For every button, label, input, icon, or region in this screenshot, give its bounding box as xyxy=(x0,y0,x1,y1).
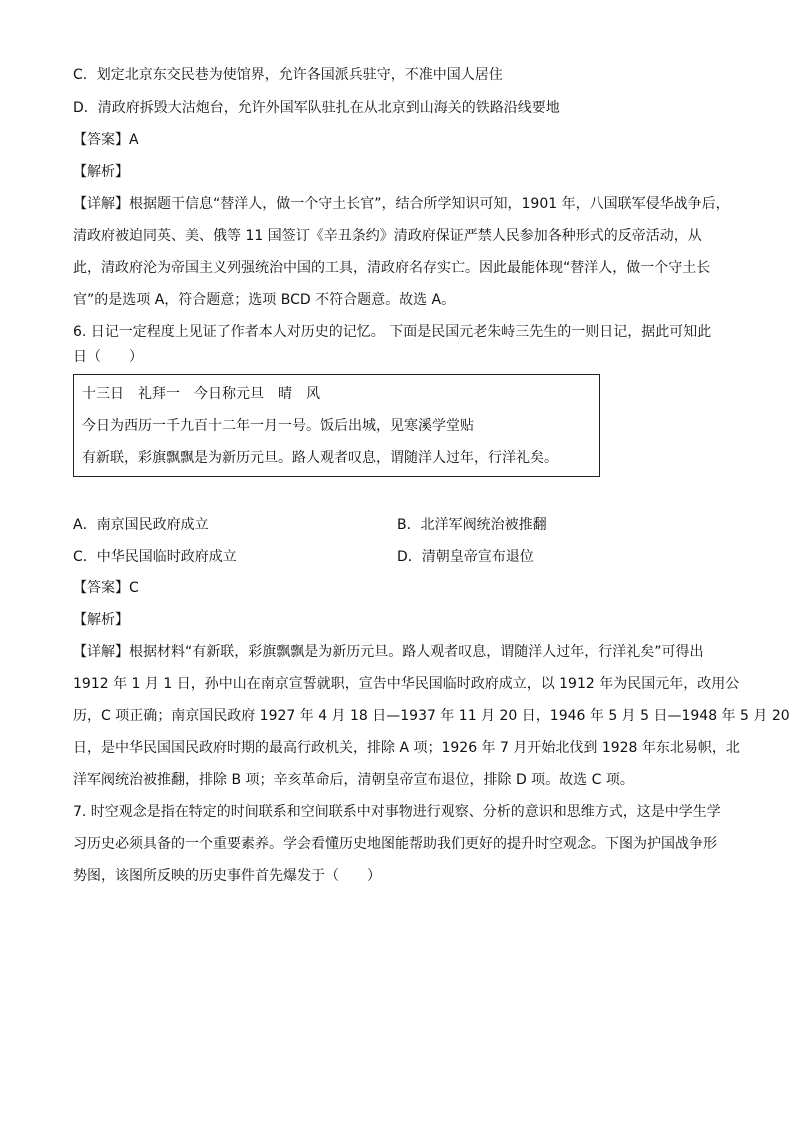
diary-line: 十三日 礼拜一 今日称元旦 晴 风 xyxy=(82,386,320,402)
q6-detail-line: 【详解】根据材料“有新联，彩旗飘飘是为新历元旦。路人观者叹息，谓随洋人过年，行洋礼矣”可得出 xyxy=(73,644,704,660)
diary-excerpt-box xyxy=(73,374,600,477)
q5-analysis-label: 【解析】 xyxy=(73,164,129,180)
q5-detail-line: 【详解】根据题干信息“替洋人，做一个守土长官”，结合所学知识可知，1901 年，八国联军侵华战争后， xyxy=(73,196,730,212)
q7-stem-line: 7. 时空观念是指在特定的时间联系和空间联系中对事物进行观察、分析的意识和思维方式，这是中学生学 xyxy=(73,804,721,820)
q5-option-d: D．清政府拆毁大沽炮台，允许外国军队驻扎在从北京到山海关的铁路沿线要地 xyxy=(73,100,560,116)
q7-stem-line: 势图，该图所反映的历史事件首先爆发于（ ） xyxy=(73,868,381,884)
q6-detail-line: 1912 年 1 月 1 日，孙中山在南京宣誓就职，宣告中华民国临时政府成立，以 1912 年为民国元年，改用公 xyxy=(73,676,740,692)
q6-detail-line: 日，是中华民国国民政府时期的最高行政机关，排除 A 项；1926 年 7 月开始北伐到 1928 年东北易帜，北 xyxy=(73,740,740,756)
q5-detail-line: 官”的是选项 A，符合题意；选项 BCD 不符合题意。故选 A。 xyxy=(73,292,456,308)
q5-detail-line: 清政府被迫同英、美、俄等 11 国签订《辛丑条约》清政府保证严禁人民参加各种形式的反帝活动，从 xyxy=(73,228,702,244)
q6-stem-line: 6. 日记一定程度上见证了作者本人对历史的记忆。 下面是民国元老朱峙三先生的一则日记，据此可知此 xyxy=(73,324,712,340)
q6-stem-line: 日（ ） xyxy=(73,349,143,365)
q7-stem-line: 习历史必须具备的一个重要素养。学会看懂历史地图能帮助我们更好的提升时空观念。下图为护国战争形 xyxy=(73,836,717,852)
q6-option-c: C．中华民国临时政府成立 xyxy=(73,549,237,565)
q5-detail-line: 此，清政府沦为帝国主义列强统治中国的工具，清政府名存实亡。因此最能体现“替洋人，做一个守土长 xyxy=(73,260,711,276)
q5-option-c: C．划定北京东交民巷为使馆界，允许各国派兵驻守，不准中国人居住 xyxy=(73,67,503,83)
q6-option-d: D．清朝皇帝宣布退位 xyxy=(397,549,534,565)
q6-detail-line: 洋军阀统治被推翻，排除 B 项；辛亥革命后，清朝皇帝宣布退位，排除 D 项。故选 C 项。 xyxy=(73,772,634,788)
diary-line: 有新联，彩旗飘飘是为新历元旦。路人观者叹息，谓随洋人过年，行洋礼矣。 xyxy=(82,450,558,466)
q6-option-a: A．南京国民政府成立 xyxy=(73,517,209,533)
q6-answer: 【答案】C xyxy=(73,580,139,596)
q6-detail-line: 历，C 项正确；南京国民政府 1927 年 4 月 18 日—1937 年 11 月 20 日，1946 年 5 月 5 日—1948 年 5 月 20 xyxy=(73,708,790,724)
q6-option-b: B．北洋军阀统治被推翻 xyxy=(397,517,547,533)
diary-line: 今日为西历一千九百十二年一月一号。饭后出城，见寒溪学堂贴 xyxy=(82,418,474,434)
q5-answer: 【答案】A xyxy=(73,132,139,148)
q6-analysis-label: 【解析】 xyxy=(73,612,129,628)
